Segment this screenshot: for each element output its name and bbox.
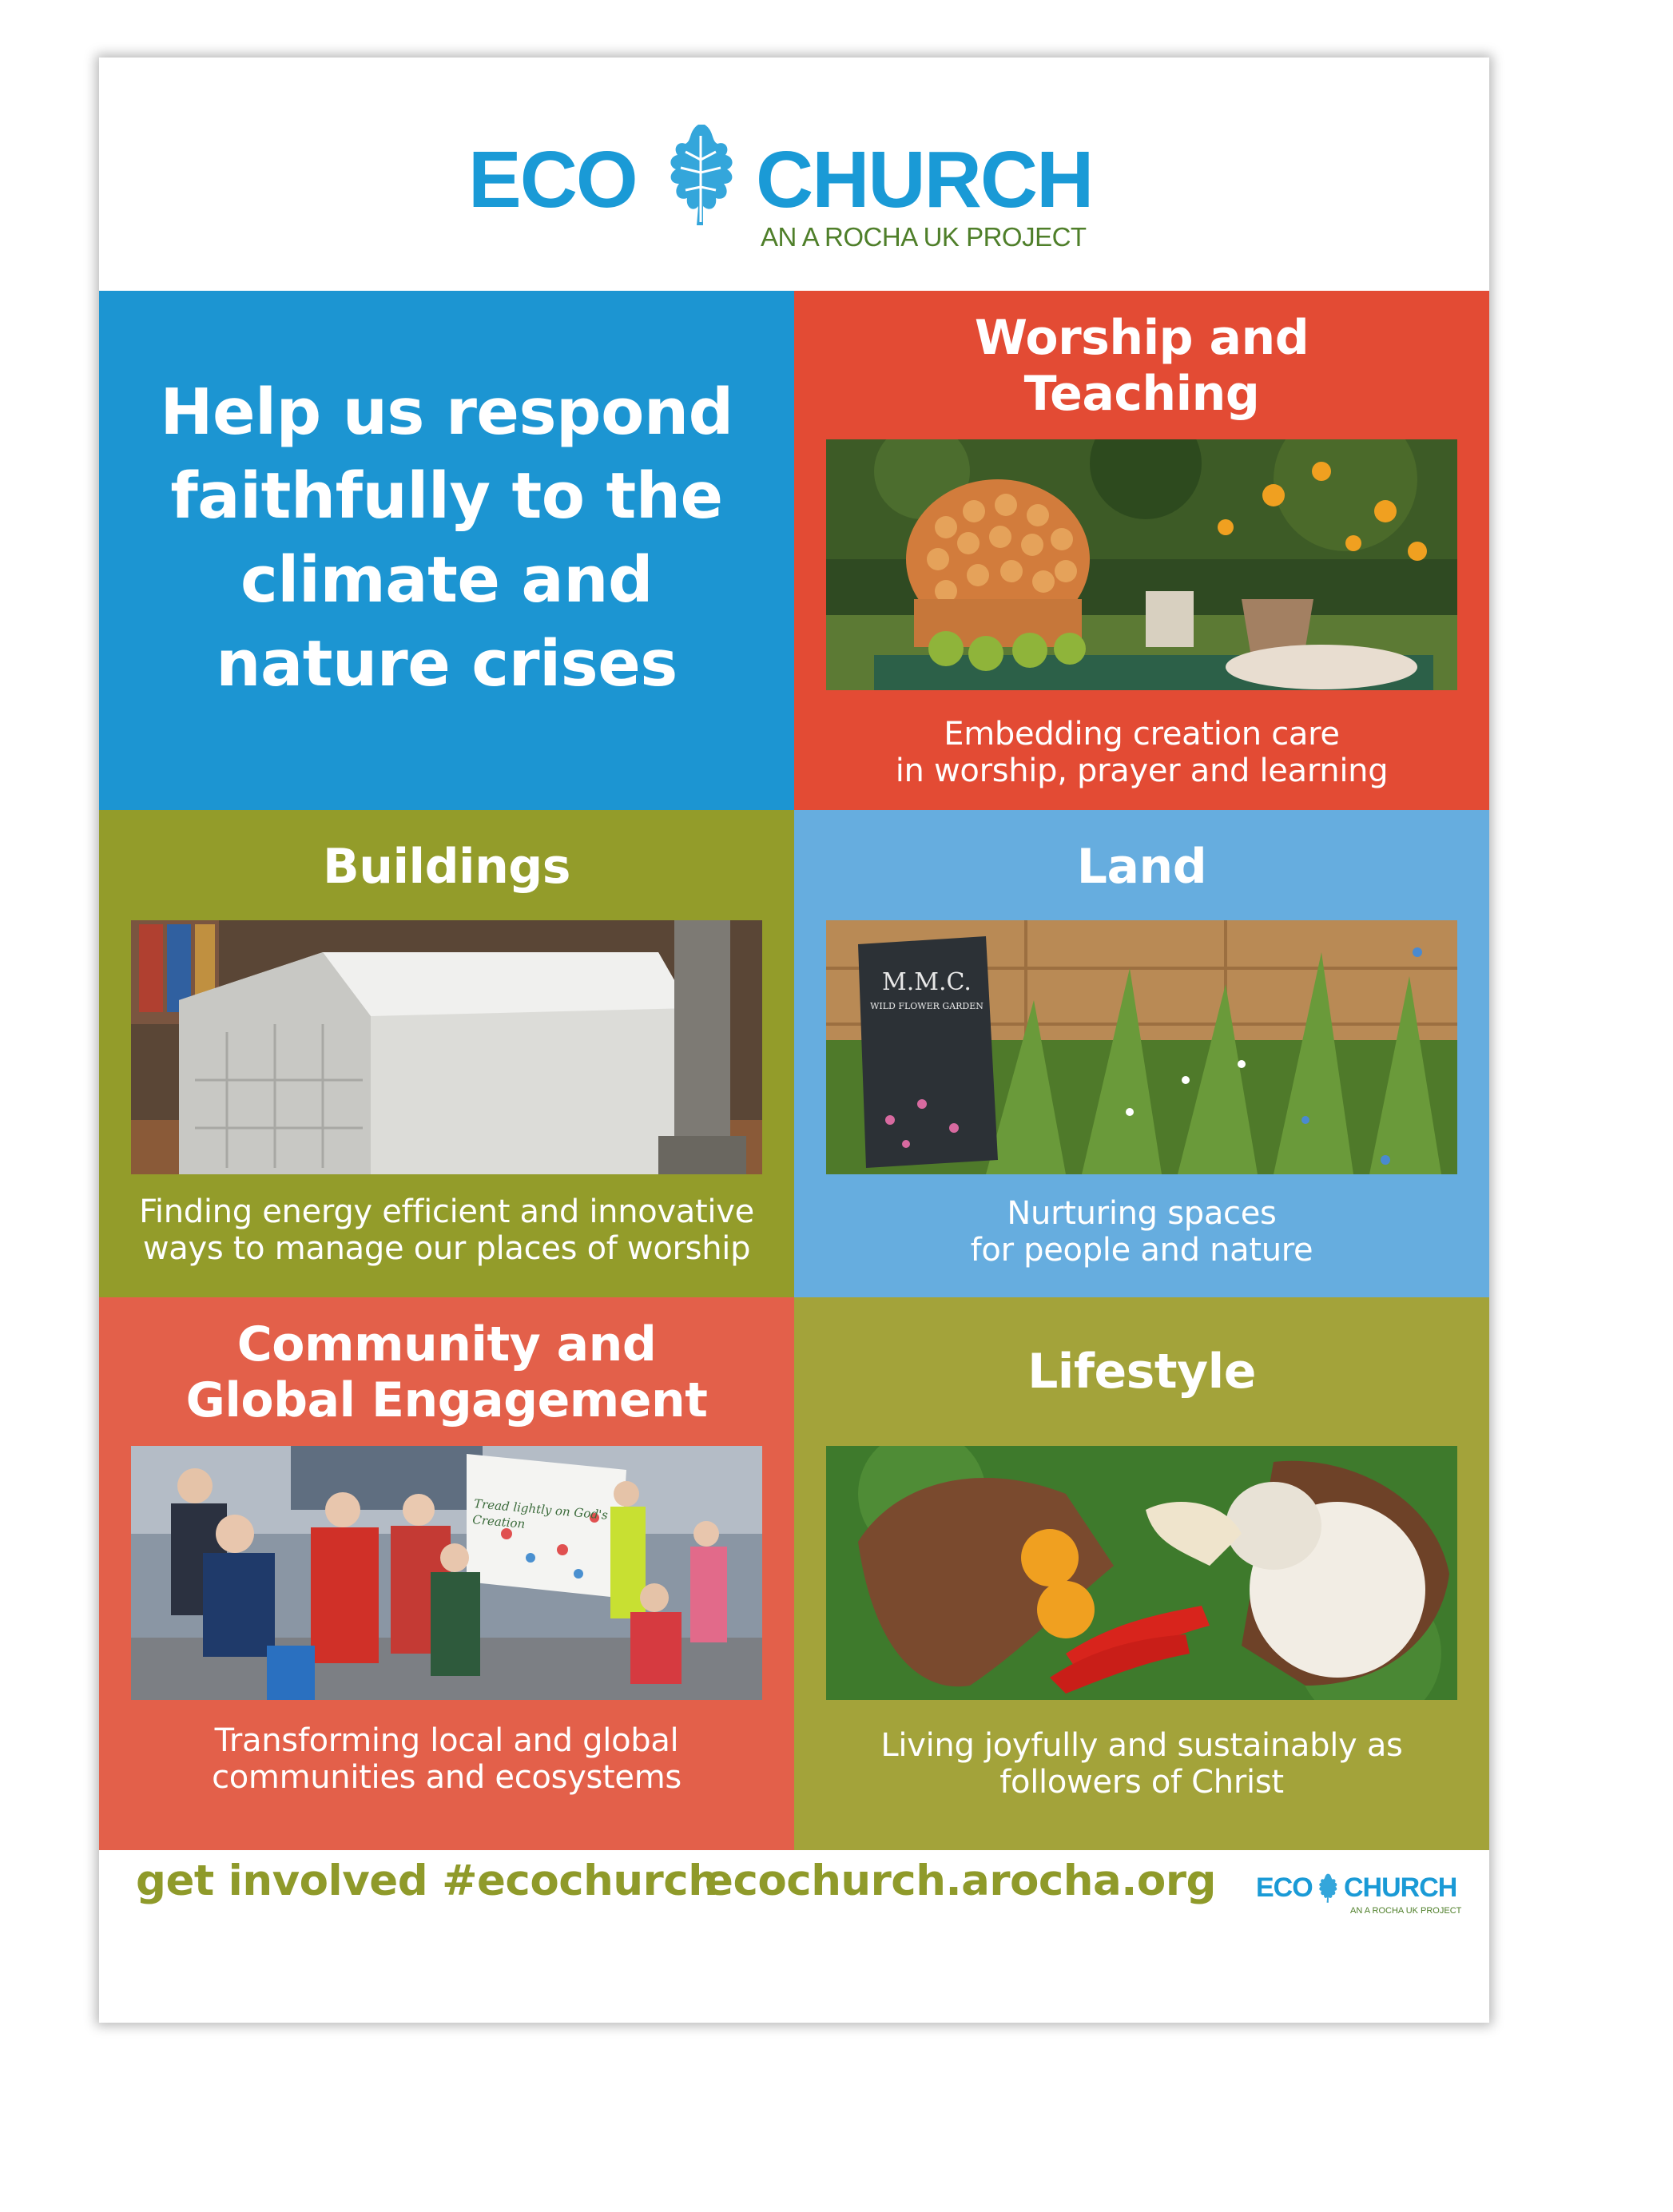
tile-caption-line: Living joyfully and sustainably as bbox=[880, 1727, 1403, 1764]
tile-title bbox=[99, 839, 794, 895]
buildings-tile bbox=[99, 810, 794, 1297]
tile-title bbox=[794, 1344, 1489, 1400]
hero-line: nature crises bbox=[216, 627, 678, 701]
tile-title-line: Buildings bbox=[323, 839, 570, 895]
tile-caption bbox=[794, 1727, 1489, 1801]
tile-caption bbox=[794, 1195, 1489, 1269]
hero-line: climate and bbox=[240, 543, 654, 617]
tile-caption-line: Finding energy efficient and innovative bbox=[139, 1193, 754, 1230]
mini-oak-leaf-icon bbox=[1315, 1872, 1341, 1904]
tile-title-line: Community and bbox=[236, 1316, 657, 1372]
garden-sign-text bbox=[863, 968, 991, 1011]
tile-title bbox=[99, 1316, 794, 1428]
footer-hashtag[interactable]: get involved #ecochurch bbox=[136, 1857, 718, 1905]
lifestyle-tile bbox=[794, 1297, 1489, 1850]
tile-title-line: Teaching bbox=[1023, 366, 1260, 422]
poster bbox=[99, 58, 1489, 2023]
tile-title bbox=[794, 310, 1489, 422]
eco-church-logo bbox=[99, 58, 1489, 291]
tile-title-line: Lifestyle bbox=[1027, 1344, 1256, 1400]
tile-caption bbox=[99, 1193, 794, 1267]
logo-church-word: CHURCH bbox=[756, 135, 1093, 224]
logo-subtitle: AN A ROCHA UK PROJECT bbox=[761, 222, 1087, 252]
wild-flower-garden-photo bbox=[826, 920, 1457, 1174]
tile-caption bbox=[794, 716, 1489, 789]
tile-title-line: Global Engagement bbox=[185, 1372, 708, 1428]
community-engagement-tile bbox=[99, 1297, 794, 1850]
hero-line: faithfully to the bbox=[170, 459, 723, 533]
footer-eco-church-logo bbox=[1256, 1872, 1472, 1920]
garden-sign-title: M.M.C. bbox=[882, 968, 972, 996]
tile-caption-line: communities and ecosystems bbox=[212, 1759, 682, 1796]
oak-leaf-icon bbox=[657, 120, 745, 232]
mini-logo-eco: ECO bbox=[1256, 1872, 1313, 1903]
tile-caption-line: for people and nature bbox=[970, 1232, 1313, 1269]
tile-caption-line: followers of Christ bbox=[999, 1764, 1284, 1801]
march-banner-text: Tread lightly on God's Creation bbox=[471, 1496, 609, 1531]
tile-caption-line: ways to manage our places of worship bbox=[142, 1230, 751, 1267]
tile-caption-line: in worship, prayer and learning bbox=[895, 753, 1389, 789]
tile-caption-line: Nurturing spaces bbox=[1007, 1195, 1277, 1232]
tile-caption bbox=[99, 1722, 794, 1796]
tile-caption-line: Transforming local and global bbox=[214, 1722, 679, 1759]
tile-title-line: Worship and bbox=[974, 310, 1309, 366]
footer-website-link[interactable]: ecochurch.arocha.org bbox=[705, 1857, 1216, 1905]
tile-title-line: Land bbox=[1076, 839, 1207, 895]
logo-eco-word: ECO bbox=[468, 135, 637, 224]
tile-caption-line: Embedding creation care bbox=[944, 716, 1340, 753]
marquee-in-church-photo bbox=[131, 920, 762, 1174]
mini-logo-subtitle: AN A ROCHA UK PROJECT bbox=[1350, 1906, 1462, 1916]
hands-holding-vegetables-photo bbox=[826, 1446, 1457, 1700]
community-march-photo bbox=[131, 1446, 762, 1700]
mini-logo-church: CHURCH bbox=[1344, 1872, 1457, 1903]
tile-title bbox=[794, 839, 1489, 895]
hero-heading bbox=[99, 371, 794, 706]
hero-tile bbox=[99, 291, 794, 810]
harvest-bread-display-photo bbox=[826, 439, 1457, 690]
garden-sign-subtitle: WILD FLOWER GARDEN bbox=[870, 1001, 984, 1011]
hero-line: Help us respond bbox=[160, 375, 733, 449]
worship-teaching-tile bbox=[794, 291, 1489, 810]
land-tile bbox=[794, 810, 1489, 1297]
